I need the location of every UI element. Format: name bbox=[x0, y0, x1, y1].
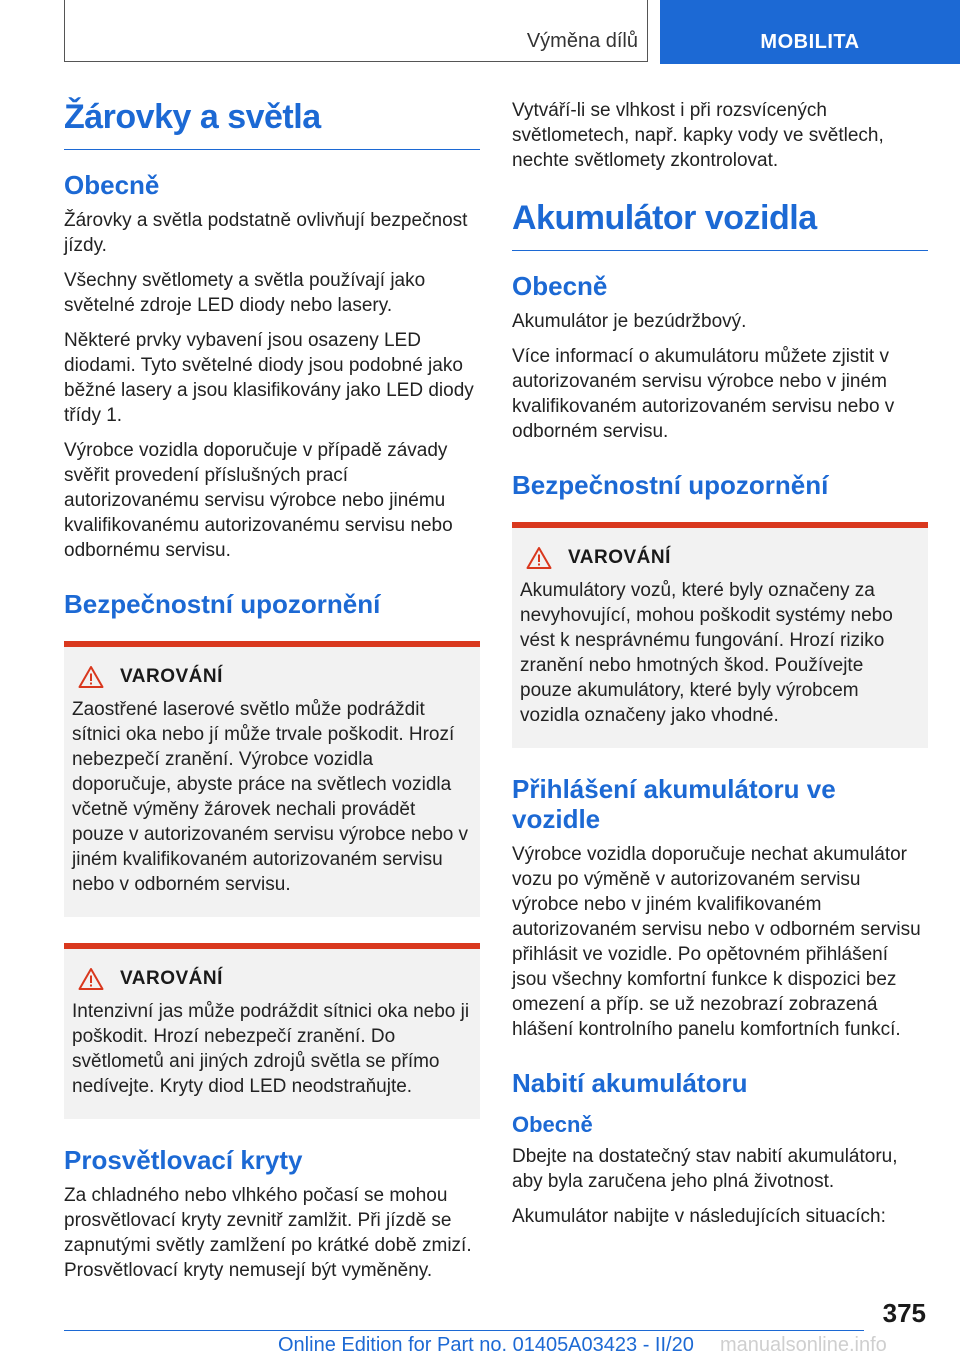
paragraph: Všechny světlomety a světla používají jako světelné zdroje LED diody nebo lasery. bbox=[64, 270, 426, 316]
warning-triangle-icon bbox=[78, 665, 104, 689]
warning-header bbox=[520, 546, 920, 570]
paragraph: Více informací o akumulátoru můžete zjistit v autorizovaném servisu výrobce nebo v jiném kvalifikovaném autorizovaném servisu nebo v odborném servisu. bbox=[512, 346, 895, 442]
paragraph: Žárovky a světla podstatně ovlivňují bezpečnost jízdy. bbox=[64, 210, 468, 256]
subsubheading-general: Obecně bbox=[512, 1112, 593, 1137]
header-section-title: Výměna dílů bbox=[526, 30, 638, 52]
paragraph: Některé prvky vybavení jsou osazeny LED diodami. Tyto světelné diody jsou podobné jako běžné lasery a jsou klasifikovány jako LED diody třídy 1. bbox=[64, 330, 474, 426]
warning-box bbox=[512, 522, 928, 748]
paragraph: Akumulátor je bezúdržbový. bbox=[512, 311, 747, 332]
subheading-lenses: Prosvětlovací kryty bbox=[64, 1145, 303, 1175]
footer-edition: Online Edition for Part no. 01405A03423 - II/20 bbox=[278, 1334, 694, 1356]
warning-text: Intenzivní jas může podráždit sítnici oka nebo ji poškodit. Hrozí nebezpečí zranění. Do světlometů ani jiných zdrojů světla se přímo nedívejte. Kryty diod LED neodstraňujte. bbox=[72, 1001, 470, 1097]
warning-box bbox=[64, 641, 480, 917]
subheading-battery-registration: Přihlášení akumulátoru ve vozidle bbox=[512, 774, 836, 834]
warning-title: VAROVÁNÍ bbox=[120, 666, 223, 687]
section-heading-bulbs: Žárovky a světla bbox=[64, 98, 480, 150]
paragraph: Výrobce vozidla doporučuje nechat akumulátor vozu po výměně v autorizovaném servisu výrobce nebo v jiném kvalifikovaném autorizovaném servisu nebo v odborném servisu přihlásit ve vozidle. Po opětovném přihlášení jsou všechny komfortní funkce k dispozici bez omezení a příp. se už nezobrazí zobrazená hlášení kontrolního panelu komfortních funkcí. bbox=[512, 844, 921, 1040]
left-column bbox=[64, 98, 480, 1293]
warning-triangle-icon bbox=[78, 967, 104, 991]
subheading-general: Obecně bbox=[512, 271, 608, 301]
warning-box bbox=[64, 943, 480, 1119]
subheading-safety: Bezpečnostní upozornění bbox=[64, 589, 381, 619]
paragraph: Výrobce vozidla doporučuje v případě závady svěřit provedení příslušných prací autorizovanému servisu výrobce nebo jinému kvalifikovanému autorizovanému servisu nebo odbornému servisu. bbox=[64, 440, 453, 561]
page-number: 375 bbox=[882, 1298, 926, 1328]
warning-title: VAROVÁNÍ bbox=[120, 968, 223, 989]
subheading-general: Obecně bbox=[64, 170, 160, 200]
paragraph: Za chladného nebo vlhkého počasí se mohou prosvětlovací kryty zevnitř zamlžit. Při jízdě se zapnutými světly zamlžení po krátké době zmizí. Prosvětlovací kryty nemusejí být vyměněny. bbox=[64, 1185, 472, 1281]
paragraph: Dbejte na dostatečný stav nabití akumulátoru, aby byla zaručena jeho plná životnost. bbox=[512, 1146, 898, 1192]
right-column bbox=[512, 98, 928, 1239]
warning-header bbox=[72, 665, 472, 689]
paragraph: Vytváří-li se vlhkost i při rozsvícených světlometech, např. kapky vody ve světlech, nechte světlomety zkontrolovat. bbox=[512, 100, 884, 171]
warning-triangle-icon bbox=[526, 546, 552, 570]
warning-header bbox=[72, 967, 472, 991]
warning-text: Zaostřené laserové světlo může podráždit sítnici oka nebo jí může trvale poškodit. Hrozí nebezpečí zranění. Výrobce vozidla doporučuje, abyste práce na světlech vozidla včetně výměny žárovek nechali provádět pouze v autorizovaném servisu výrobce nebo v jiném kvalifikovaném autorizovaném servisu nebo v odborném servisu. bbox=[72, 699, 469, 895]
warning-text: Akumulátory vozů, které byly označeny za nevyhovující, mohou poškodit systémy nebo vést k nesprávnému fungování. Hrozí riziko zranění nebo hmotných škod. Používejte pouze akumulátory, které byly výrobcem vozidla označeny jako vhodné. bbox=[520, 580, 893, 726]
section-heading-battery: Akumulátor vozidla bbox=[512, 199, 928, 251]
warning-title: VAROVÁNÍ bbox=[568, 547, 671, 568]
subheading-battery-charging: Nabití akumulátoru bbox=[512, 1068, 748, 1098]
subheading-safety: Bezpečnostní upozornění bbox=[512, 470, 829, 500]
footer-watermark: manualsonline.info bbox=[720, 1334, 887, 1356]
paragraph: Akumulátor nabijte v následujících situacích: bbox=[512, 1206, 886, 1227]
header-chapter-tab: MOBILITA bbox=[660, 0, 960, 64]
footer-divider bbox=[64, 1330, 864, 1331]
